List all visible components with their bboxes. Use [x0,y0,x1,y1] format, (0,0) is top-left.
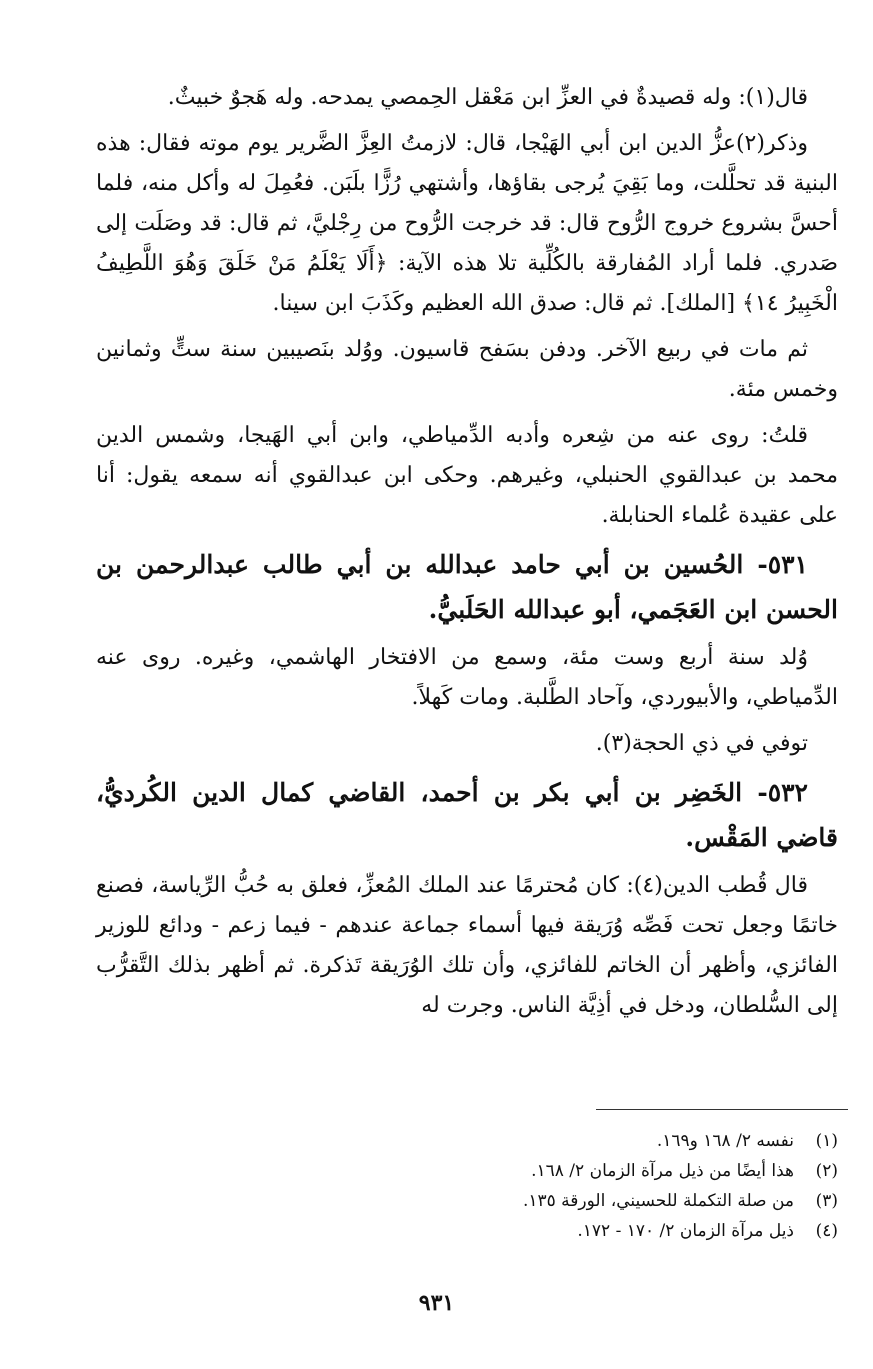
page-body [96,78,838,1032]
footnote-text: هذا أيضًا من ذيل مرآة الزمان ٢/ ١٦٨. [531,1161,794,1181]
footnote-divider [596,1109,848,1110]
entry-531-heading: ٥٣١- الحُسين بن أبي حامد عبدالله بن أبي طالب عبدالرحمن بن الحسن ابن العَجَمي، أبو عبدالله الحَلَبيُّ. [96,550,838,624]
entry-531-body: وُلد سنة أربع وست مئة، وسمع من الافتخار الهاشمي، وغيره. روى عنه الدِّمياطي، والأبيوردي، وآحاد الطَّلبة. ومات كَهلاً. [96,645,838,710]
footnote-3 [96,1186,838,1216]
paragraph-narrators: قلتُ: روى عنه من شِعره وأدبه الدِّمياطي، وابن أبي الهَيجا، وشمس الدين محمد بن عبدالقوي الحنبلي، وغيرهم. وحكى ابن عبدالقوي أنه سمعه يقول: أنا على عقيدة عُلماء الحنابلة. [96,423,838,528]
entry-532-body: قال قُطب الدين(٤): كان مُحترمًا عند الملك المُعزِّ، فعلق به حُبُّ الرِّياسة، فصنع خاتمًا وجعل تحت فَصِّه وُرَيقة فيها أسماء جماعة عندهم - فيما زعم - ودائع للوزير الفائزي، وأظهر أن الخاتم للفائزي، وأن تلك الوُرَيقة تَذكرة. ثم أظهر بذلك التَّقرُّب إلى السُّلطان، ودخل في أذِيَّة الناس. وجرت له [96,873,838,1018]
paragraph-ibn-maqil: قال(١): وله قصيدةٌ في العزِّ ابن مَعْقل الحِمصي يمدحه. وله هَجوٌ خبيثٌ. [167,85,808,110]
footnote-text: نفسه ٢/ ١٦٨ و١٦٩. [656,1131,794,1151]
footnote-number: (٣) [815,1191,838,1211]
footnote-number: (١) [815,1131,838,1151]
paragraph-burial: ثم مات في ربيع الآخر. ودفن بسَفح قاسيون. ووُلد بنَصيبين سنة ستٍّ وثمانين وخمس مئة. [96,337,838,402]
page-number: ٩٣١ [418,1290,455,1316]
footnote-text: من صلة التكملة للحسيني، الورقة ١٣٥. [522,1191,794,1211]
footnotes [96,1126,838,1246]
footnote-text: ذيل مرآة الزمان ٢/ ١٧٠ - ١٧٢. [577,1221,794,1241]
footnote-2 [96,1156,838,1186]
paragraph-death-account: وذكر(٢)عزُّ الدين ابن أبي الهَيْجا، قال: لازمتُ العِزَّ الضَّرير يوم موته فقال: هذه البنية قد تحلَّلت، وما بَقِيَ يُرجى بقاؤها، وأشتهي رُزًّا بلَبَن. فعُمِلَ له وأكل منه، فلما أحسَّ بشروع خروج الرُّوح قال: قد خرجت الرُّوح من رِجْليَّ، ثم قال: قد وصَلَت إلى صَدري. فلما أراد المُفارقة بالكُلِّية تلا هذه الآية: ﴿أَلَا يَعْلَمُ مَنْ خَلَقَ وَهُوَ اللَّطِيفُ الْخَبِيرُ ١٤﴾ [الملك]. ثم قال: صدق الله العظيم وكَذَبَ ابن سينا. [96,131,838,316]
footnote-number: (٢) [815,1161,838,1181]
footnote-1 [96,1126,838,1156]
entry-532-heading: ٥٣٢- الخَضِر بن أبي بكر بن أحمد، القاضي كمال الدين الكُرديُّ، قاضي المَقْس. [96,778,838,852]
footnote-number: (٤) [815,1221,838,1241]
entry-531-death: توفي في ذي الحجة(٣). [595,731,808,756]
footnote-4 [96,1216,838,1246]
